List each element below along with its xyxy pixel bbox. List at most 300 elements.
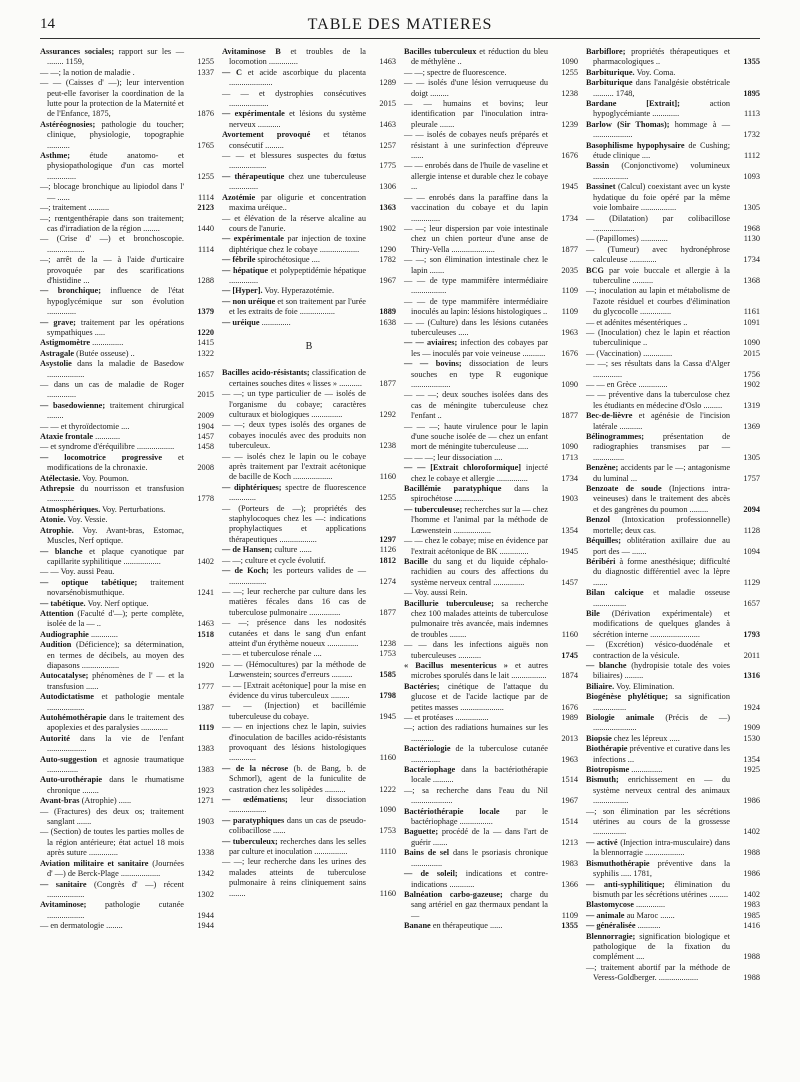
entry-page-number: 1777 (197, 681, 214, 691)
entry-text: (Congrès d' —) récent .................. (47, 879, 184, 899)
index-entry (404, 827, 578, 848)
entry-text: — (Tumeur) avec hydronéphrose calculeuse ............. (586, 244, 730, 265)
entry-text: étude anatomo- et physiopathologique d'un cas mortel .............. (47, 151, 184, 181)
entry-text: — Voy. aussi Rein. (404, 588, 468, 598)
entry-page-number: 1753 (379, 826, 396, 836)
entry-page-number: 2009 (197, 411, 214, 421)
entry-headword: Bacillémie paratyphique (404, 484, 502, 494)
entry-headword: — de Koch; (222, 566, 269, 576)
entry-page-number: 1463 (379, 119, 396, 129)
entry-text: hommage à — ................... (593, 119, 730, 140)
index-entry (586, 682, 760, 692)
index-entry (40, 286, 214, 317)
entry-page-number: 1944 (197, 910, 214, 920)
entry-headword: Biothérapie (586, 744, 628, 754)
index-entry (586, 900, 760, 910)
entry-text: Voy. Hyperazotémie. (262, 286, 335, 296)
entry-page-number: 1366 (561, 879, 578, 889)
entry-page-number: 1757 (743, 473, 760, 483)
index-entry (222, 587, 396, 618)
entry-page-number: 1093 (743, 171, 760, 181)
entry-page-number: 1109 (561, 286, 578, 296)
entry-text: préventive et curative dans les infections ... (593, 744, 731, 764)
entry-page-number: 2015 (379, 99, 396, 109)
index-entry (404, 47, 578, 68)
entry-page-number: 1112 (744, 151, 760, 161)
entry-page-number: 1239 (561, 119, 578, 129)
entry-text: infection des cobayes par les — inoculés par voie veineuse ........... (411, 338, 548, 358)
entry-headword: Barlow (Sir Thomas); (586, 119, 670, 129)
entry-page-number: 1222 (379, 784, 396, 794)
entry-text: et polypeptidémie hépatique .............. (229, 265, 366, 285)
index-entry (404, 99, 578, 130)
index-entry (40, 609, 214, 630)
entry-page-number: 1463 (379, 57, 396, 67)
page-number: 14 (40, 16, 55, 32)
index-entry (222, 681, 396, 702)
index-entry (40, 359, 214, 380)
entry-page-number: 2035 (561, 265, 578, 275)
index-entry (586, 734, 760, 744)
entry-text: spirochétosique .... (255, 255, 320, 265)
entry-text: oblitération axillaire due au port des — ....... (593, 536, 730, 556)
entry-page-number: 1514 (561, 775, 578, 785)
entry-page-number: 1585 (379, 670, 396, 680)
entry-text: (Intoxication professionnelle) mortelle; deux cas. (593, 515, 730, 535)
entry-text: influence de l'état hypoglycémique sur son évolution .............. (47, 286, 184, 317)
entry-page-number: 1924 (743, 702, 760, 712)
entry-headword: — — aviaires; (404, 338, 458, 348)
index-entry (586, 911, 760, 921)
entry-text: élimination du bismuth par les sécrétions utérines ......... (593, 879, 730, 899)
index-entry (404, 297, 578, 318)
index-entry (586, 359, 760, 380)
entry-text: (Conjonctivome) volumineux ................. (593, 161, 730, 181)
entry-page-number: 1983 (743, 900, 760, 910)
index-entry (222, 545, 396, 555)
entry-headword: Astigmomètre (40, 338, 91, 348)
index-entry (586, 432, 760, 463)
index-entry (404, 807, 578, 828)
entry-text: — — dans les infections aiguës non tuberculeuses ........... (404, 640, 548, 660)
index-entry (404, 921, 578, 931)
index-entry (404, 765, 578, 786)
index-entry (40, 630, 214, 640)
entry-text: en thérapeutique ...... (430, 921, 503, 931)
index-entry (404, 661, 578, 682)
entry-headword: Autocatalyse; (40, 671, 89, 681)
entry-page-number: 1963 (561, 754, 578, 764)
entry-headword: Béribéri (586, 556, 616, 566)
index-entry (40, 318, 214, 339)
index-entry (586, 411, 760, 432)
entry-page-number: 1676 (561, 702, 578, 712)
entry-text: — et adénites mésentériques .. (586, 317, 688, 327)
entry-page-number: 1945 (561, 546, 578, 556)
index-entry (40, 151, 214, 182)
entry-text: dissociation de leurs souches en type R eugonique ................... (411, 359, 548, 389)
index-entry (222, 368, 396, 389)
index-entry (222, 420, 396, 451)
index-entry (586, 713, 760, 734)
entry-page-number: 1160 (379, 753, 396, 763)
entry-text: .............. (259, 317, 291, 327)
index-entry (586, 286, 760, 317)
index-entry (404, 744, 578, 765)
index-entry (40, 775, 214, 796)
entry-text: rapport sur les — ........ 1159, (47, 47, 184, 67)
entry-page-number: 1297 (379, 534, 396, 544)
entry-headword: Astéréognosies; (40, 119, 96, 129)
entry-headword: Bile (586, 608, 600, 618)
entry-text: et son traitement par l'urée et les extraits de foie ................. (229, 296, 366, 317)
entry-text: — — —; leur dissociation .... (404, 452, 503, 462)
entry-text: — — (Injection) et bacillémie tuberculeuse du cobaye. (222, 701, 366, 721)
index-column-2 (222, 47, 396, 984)
index-entry (404, 276, 578, 297)
page-title: TABLE DES MATIERES (307, 16, 493, 33)
index-entry (404, 338, 578, 359)
entry-text: — — de type mammifère intermédiaire ................. (404, 275, 548, 296)
entry-text: chez une tuberculeuse .............. (229, 171, 367, 192)
entry-headword: — optique tabétique; (40, 577, 138, 587)
entry-page-number: 2015 (743, 348, 760, 358)
entry-page-number: 1967 (379, 275, 396, 285)
entry-page-number: 1255 (561, 67, 578, 77)
entry-page-number: 1874 (561, 671, 578, 681)
entry-text: — — isolés de cobayes neufs préparés et résistant à une surinfection d'épreuve ...... (404, 130, 548, 161)
entry-page-number: 1119 (198, 723, 214, 733)
index-entry (586, 838, 760, 859)
entry-headword: Atélectasie. (40, 473, 81, 483)
entry-headword: Barbiturique (586, 78, 633, 88)
index-entry (586, 880, 760, 901)
entry-text: et lésions du système nerveux ........... (229, 109, 366, 129)
entry-page-number: 1368 (743, 275, 760, 285)
entry-text: présentation de radiographies transmises par — ............... (593, 432, 730, 462)
index-entry (40, 796, 214, 806)
entry-text: (Injection intra-musculaire) dans la blennorragie ................... (593, 837, 730, 858)
index-entry (404, 318, 578, 339)
entry-text: dans la spirochétose .............. (411, 484, 548, 504)
entry-text: du sang et du liquide céphalo-rachidien au cours des affections du système nerveux central ............... (411, 556, 548, 587)
entry-text: de Cushing; étude clinique .... (593, 140, 730, 161)
index-entry (586, 557, 760, 588)
entry-page-number: 1889 (379, 307, 396, 317)
entry-text: cinétique de l'attaque du glucose et de l'acide lactique par de petites masses ..................... (411, 681, 548, 712)
entry-page-number: 1402 (743, 827, 760, 837)
section-letter: B (305, 340, 313, 352)
entry-headword: Bardane [Extrait]; (586, 99, 680, 109)
entry-text: dans la maladie de Basedow .................. (47, 359, 184, 379)
index-entry (222, 452, 396, 483)
entry-page-number: 1338 (197, 848, 214, 858)
entry-page-number: 1514 (561, 817, 578, 827)
index-entry (222, 483, 396, 504)
index-entry (40, 807, 214, 828)
entry-text: —; action des radiations humaines sur les ........... (404, 723, 548, 743)
entry-headword: Bassinet (586, 182, 616, 192)
entry-text: ........... (635, 921, 661, 931)
index-entry (40, 921, 214, 931)
entry-page-number: 1379 (197, 307, 214, 317)
entry-text: — — en injections chez le lapin, suivies d'inoculation de bacilles acido-résistants provoquant des lésions histologiques ............. (222, 722, 366, 763)
entry-page-number: 1903 (197, 817, 214, 827)
entry-text: pathologie du toucher; clinique, physiologie, topographie ........... (47, 119, 184, 150)
entry-headword: Balnéation carbo-gazeuse; (404, 889, 503, 899)
index-entry (404, 599, 578, 641)
entry-text: Voy. Nerf optique. (85, 598, 149, 608)
entry-headword: Atrophie. (40, 525, 74, 535)
entry-text: phénomènes de l' — et la transfusion ...... (47, 671, 184, 691)
entry-headword: — locomotrice progressive (40, 452, 163, 462)
entry-page-number: 1337 (197, 67, 214, 77)
entry-text: et modifications de la chronaxie. (47, 452, 184, 473)
entry-page-number: 1090 (561, 442, 578, 452)
index-entry (404, 682, 578, 713)
entry-page-number: 1782 (379, 255, 396, 265)
index-entry (586, 536, 760, 557)
entry-text: — — [Extrait acétonique] pour la mise en évidence du virus tuberculeux ......... (222, 680, 366, 700)
index-entry (40, 671, 214, 692)
entry-page-number: 1402 (197, 556, 214, 566)
entry-page-number: 1306 (379, 182, 396, 192)
entry-page-number: 1775 (379, 161, 396, 171)
entry-page-number: 1909 (743, 723, 760, 733)
index-entry (404, 786, 578, 807)
entry-text: sa signification ................ (593, 692, 730, 712)
entry-headword: Attention (40, 608, 74, 618)
index-entry (40, 442, 214, 452)
entry-page-number: 1090 (561, 380, 578, 389)
entry-text: et pathologie mentale .................. (47, 692, 184, 712)
index-entry (222, 556, 396, 566)
entry-headword: Bélinogrammes; (586, 432, 645, 442)
entry-headword: Biliaire. (586, 681, 615, 691)
entry-page-number: 1128 (743, 525, 760, 535)
index-entry (222, 266, 396, 287)
entry-text: traitement chirurgical ........ (47, 400, 184, 421)
entry-text: Voy. Vessie. (65, 515, 108, 525)
index-entry (222, 857, 396, 899)
entry-headword: Benzol (586, 515, 610, 525)
entry-page-number: 1160 (561, 629, 578, 639)
entry-page-number: 1753 (379, 649, 396, 659)
entry-page-number: 2013 (561, 733, 578, 743)
entry-text: — (Dilatation) par colibacillose .................... (586, 213, 730, 233)
entry-page-number: 1109 (561, 910, 578, 920)
index-entry (586, 214, 760, 235)
entry-headword: — anti-syphilitique; (586, 879, 665, 889)
entry-page-number: 1319 (743, 400, 760, 410)
index-entry (404, 255, 578, 276)
entry-text: ............ (93, 432, 121, 442)
index-entry (40, 578, 214, 599)
entry-text: — — isolés d'une lésion verruqueuse du doigt ......... (404, 78, 548, 98)
index-entry (40, 234, 214, 255)
index-entry (586, 182, 760, 213)
entry-headword: — [Hyper]. (222, 286, 263, 296)
entry-page-number: 1985 (743, 910, 760, 920)
entry-text: — en dermatologie ........ (40, 921, 123, 931)
entry-text: — — (Hémocultures) par la méthode de Lœwenstein; sources d'erreurs .......... (222, 659, 366, 680)
entry-page-number: 1745 (561, 650, 578, 660)
index-entry (586, 318, 760, 328)
entry-page-number: 1415 (197, 338, 214, 348)
index-entry (404, 640, 578, 661)
index-entry (222, 193, 396, 214)
index-entry (40, 734, 214, 755)
entry-text: — (Section) de toutes les parties molles de la région antérieure; état actuel 18 mois après suture .............. (40, 827, 184, 858)
entry-text: et agénésie de l'incision latérale ........... (593, 411, 730, 431)
entry-headword: Bismuthothérapie (586, 858, 650, 868)
index-entry (222, 151, 396, 172)
entry-page-number: 1988 (743, 973, 760, 983)
entry-text: —; traitement abortif par la méthode de Veress-Goldberger. ................... (586, 962, 730, 983)
entry-text: — — et dystrophies consécutives ................... (222, 88, 366, 109)
entry-headword: Avortement provoqué (222, 130, 311, 140)
index-entry (586, 234, 760, 244)
index-entry (222, 109, 396, 130)
entry-page-number: 1968 (743, 223, 760, 233)
entry-page-number: 1877 (379, 378, 396, 388)
entry-page-number: 2123 (197, 203, 214, 213)
index-entry (40, 349, 214, 359)
entry-text: par oligurie et concentration maxima uréique.. (229, 192, 366, 213)
index-entry (40, 599, 214, 609)
entry-headword: Atonie. (40, 515, 66, 525)
entry-text: — —; présence dans les nodosités cutanées et dans le sang d'un enfant atteint d'un érythème noueux ............... (222, 618, 366, 648)
entry-text: injecté chez le cobaye et allergie ............... (411, 463, 549, 483)
entry-page-number: 1877 (561, 411, 578, 421)
entry-headword: — fébrile (222, 255, 256, 265)
entry-page-number: 1354 (743, 754, 760, 764)
index-entry (40, 484, 214, 505)
entry-page-number: 1090 (743, 338, 760, 348)
entry-text: et tétanos consécutif ......... (229, 130, 366, 150)
entry-page-number: 1241 (197, 588, 214, 598)
entry-page-number: 1756 (743, 369, 760, 379)
entry-headword: Audiographie (40, 629, 89, 639)
index-entry (40, 505, 214, 515)
entry-page-number: 1363 (379, 203, 396, 213)
entry-page-number: 1923 (197, 785, 214, 795)
entry-text: ............... (629, 765, 663, 775)
entry-headword: Bactériothérapie locale (404, 806, 500, 816)
entry-text: — —; la notion de maladie . (40, 67, 135, 77)
entry-headword: — tabétique. (40, 598, 86, 608)
entry-text: — —; leur recherche par culture dans les matières fécales dans 16 cas de tuberculose pulmonaire ............... (222, 586, 366, 617)
index-entry (40, 880, 214, 901)
entry-text: et troubles de la locomotion .............. (229, 47, 366, 67)
entry-page-number: 1530 (743, 733, 760, 743)
entry-page-number: 1902 (743, 380, 760, 389)
entry-text: — —; son élimination intestinale chez le lapin ....... (404, 255, 548, 275)
entry-page-number: 1160 (379, 888, 396, 898)
entry-page-number: 1440 (197, 223, 214, 233)
entry-headword: — expérimentale (222, 109, 285, 119)
entry-headword: — — bovins; (404, 359, 462, 369)
entry-page-number: 1945 (561, 182, 578, 192)
index-entry (40, 827, 214, 858)
index-entry (404, 848, 578, 869)
entry-page-number: 1113 (744, 109, 760, 119)
entry-page-number: 1944 (197, 921, 214, 931)
index-entry (586, 609, 760, 640)
entry-page-number: 1988 (743, 848, 760, 858)
entry-page-number: 1213 (561, 837, 578, 847)
entry-page-number: 2011 (743, 650, 760, 660)
entry-page-number: 1387 (197, 702, 214, 712)
entry-page-number: 1876 (197, 109, 214, 119)
entry-headword: Biologie animale (586, 713, 655, 722)
entry-headword: Auto-suggestion (40, 754, 98, 764)
entry-text: Voy. Elimination. (614, 681, 675, 691)
entry-headword: Autorité (40, 733, 70, 743)
entry-headword: Benzène; (586, 463, 619, 473)
index-entry (222, 701, 396, 722)
index-entry (222, 795, 396, 816)
entry-headword: Benzoate de soude (586, 484, 662, 494)
entry-page-number: 1457 (197, 432, 214, 442)
entry-text: — (Papillomes) ............. (586, 234, 668, 244)
entry-text: dans la bactériothérapie locale .......... (411, 765, 548, 785)
entry-headword: — blanche (586, 660, 627, 670)
entry-page-number: 1986 (743, 869, 760, 879)
entry-page-number: 1713 (561, 452, 578, 462)
entry-headword: Blastomycose (586, 900, 634, 910)
entry-headword: Avitaminose; (40, 900, 87, 910)
index-entry (40, 859, 214, 880)
entry-headword: Aviation militaire et sanitaire (40, 858, 149, 868)
index-entry (222, 255, 396, 265)
entry-text: —; traitement .......... (40, 203, 110, 213)
entry-headword: — uréique (222, 317, 260, 327)
entry-headword: Avitaminose B (222, 47, 281, 56)
index-entry (586, 921, 760, 931)
index-entry (404, 890, 578, 921)
index-entry (404, 484, 578, 505)
entry-text: — — et tuberculose rénale .... (222, 649, 322, 659)
index-entry (40, 338, 214, 348)
entry-headword: Bacilles acido-résistants; (222, 368, 310, 378)
entry-text: chez les lépreux ..... (611, 733, 680, 743)
entry-headword: — expérimentale (222, 234, 284, 244)
entry-text: préventive dans la syphilis ..... 1781, (593, 858, 730, 879)
entry-text: (Injections intra-veineuses) dans le traitement des abcès et des gangrènes du poumon ......... (593, 484, 730, 514)
entry-text: dans le psoriasis chronique ............... (411, 848, 548, 868)
entry-text: signification biologique et pathologique de la fixation du complément .... (593, 931, 730, 962)
entry-text: — (Porteurs de —); propriétés des staphylocoques chez les —: indications prophylactiques et applications thérapeutiques .................. (222, 503, 366, 544)
entry-page-number: 1963 (561, 327, 578, 337)
entry-headword: — diphtériques; (222, 482, 282, 492)
index-entry (222, 318, 396, 328)
entry-headword: Biotropisme (586, 765, 630, 775)
entry-page-number: 1109 (561, 307, 578, 317)
entry-headword: — non uréique (222, 296, 276, 306)
index-entry (40, 453, 214, 474)
entry-text: par injection de toxine diphtérique chez le cobaye ................... (229, 234, 366, 254)
index-entry (40, 255, 214, 286)
index-entry (222, 722, 396, 764)
entry-text: traitement novarsénobismuthique. (47, 577, 184, 598)
page-header (40, 16, 760, 39)
entry-headword: — tuberculeuse; (404, 504, 463, 514)
entry-page-number: 1274 (379, 576, 396, 586)
entry-headword: Bec-de-lièvre (586, 411, 633, 421)
entry-headword: — tuberculeux; (222, 836, 278, 846)
entry-text: action hypoglycémiante ............. (593, 99, 730, 119)
